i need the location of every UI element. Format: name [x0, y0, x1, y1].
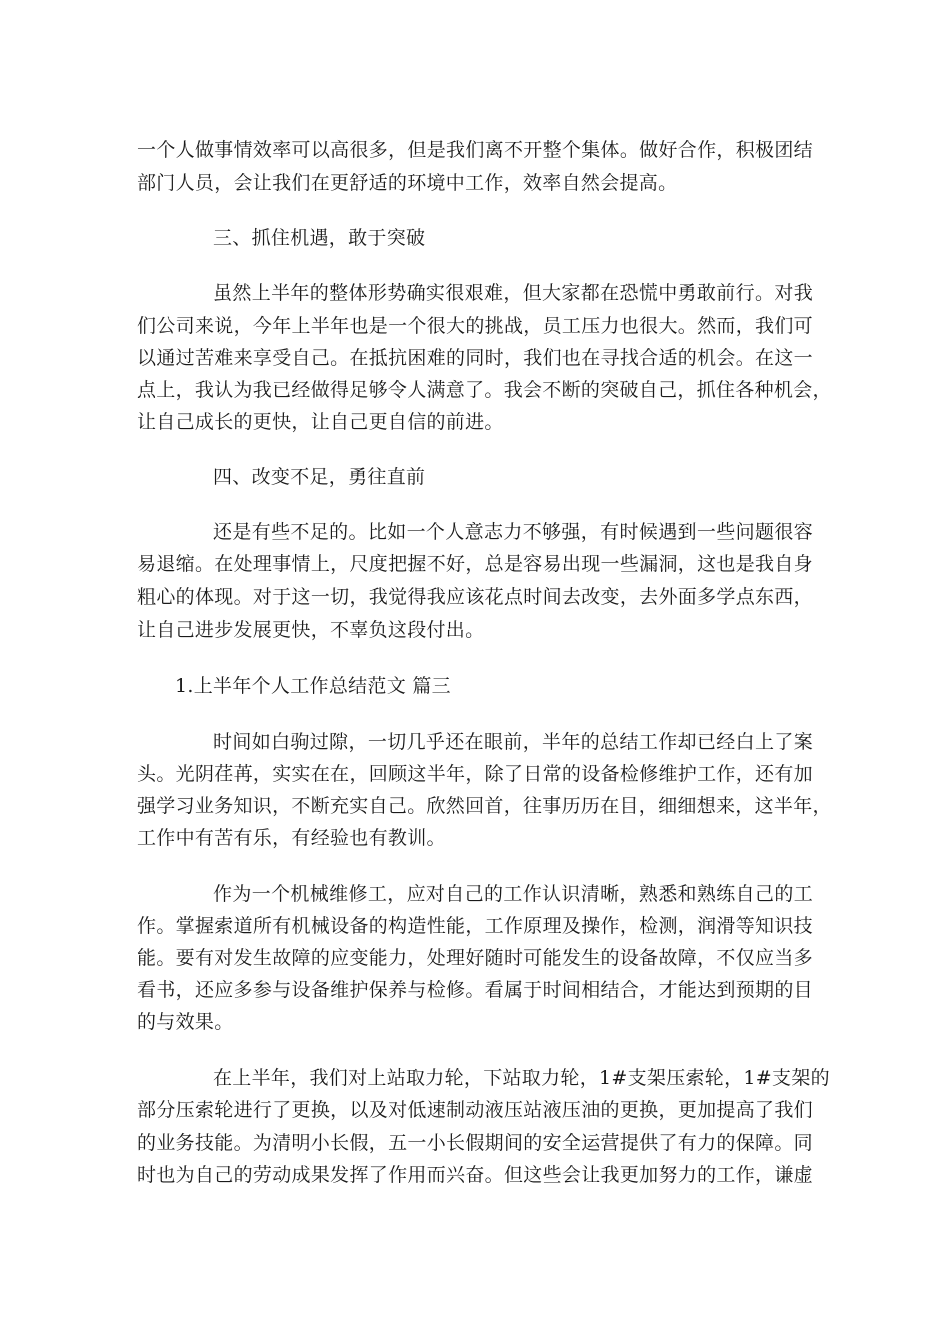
paragraph-line: 以通过苦难来享受自己。在抵抗困难的同时，我们也在寻找合适的机会。在这一 [137, 347, 813, 369]
paragraph-line: 强学习业务知识，不断充实自己。欣然回首，往事历历在目，细细想来，这半年， [137, 795, 832, 817]
paragraph-line: 在上半年，我们对上站取力轮，下站取力轮，1#支架压索轮，1#支架的 [213, 1067, 830, 1089]
paragraph-line: 部门人员，会让我们在更舒适的环境中工作，效率自然会提高。 [137, 172, 678, 194]
paragraph-line: 看书，还应多参与设备维护保养与检修。看属于时间相结合，才能达到预期的目 [137, 979, 813, 1001]
paragraph-line: 们公司来说，今年上半年也是一个很大的挑战，员工压力也很大。然而，我们可 [137, 315, 813, 337]
paragraph-line: 作为一个机械维修工，应对自己的工作认识清晰，熟悉和熟练自己的工 [213, 883, 813, 905]
paragraph-line: 虽然上半年的整体形势确实很艰难，但大家都在恐慌中勇敢前行。对我 [213, 282, 813, 304]
paragraph-line: 时也为自己的劳动成果发挥了作用而兴奋。但这些会让我更加努力的工作，谦虚 [137, 1164, 813, 1186]
section-heading: 四、改变不足，勇往直前 [213, 466, 426, 488]
paragraph-line: 让自己成长的更快，让自己更自信的前进。 [137, 411, 504, 433]
paragraph-line: 粗心的体现。对于这一切，我觉得我应该花点时间去改变，去外面多学点东西， [137, 586, 813, 608]
paragraph-line: 工作中有苦有乐，有经验也有教训。 [137, 827, 446, 849]
paragraph-line: 部分压索轮进行了更换，以及对低速制动液压站液压油的更换，更加提高了我们 [137, 1099, 813, 1121]
paragraph-line: 头。光阴荏苒，实实在在，回顾这半年，除了日常的设备检修维护工作，还有加 [137, 763, 813, 785]
paragraph-line: 的业务技能。为清明小长假，五一小长假期间的安全运营提供了有力的保障。同 [137, 1132, 813, 1154]
paragraph-line: 一个人做事情效率可以高很多，但是我们离不开整个集体。做好合作，积极团结 [137, 139, 813, 161]
paragraph-line: 的与效果。 [137, 1011, 234, 1033]
paragraph-line: 还是有些不足的。比如一个人意志力不够强，有时候遇到一些问题很容 [213, 521, 813, 543]
paragraph-line: 让自己进步发展更快，不辜负这段付出。 [137, 619, 485, 641]
section-heading: 三、抓住机遇，敢于突破 [213, 227, 426, 249]
paragraph-line: 能。要有对发生故障的应变能力，处理好随时可能发生的设备故障，不仅应当多 [137, 947, 813, 969]
paragraph-line: 作。掌握索道所有机械设备的构造性能，工作原理及操作，检测，润滑等知识技 [137, 915, 813, 937]
article-title: 1.上半年个人工作总结范文 篇三 [175, 675, 451, 697]
paragraph-line: 点上，我认为我已经做得足够令人满意了。我会不断的突破自己，抓住各种机会， [137, 379, 832, 401]
paragraph-line: 易退缩。在处理事情上，尺度把握不好，总是容易出现一些漏洞，这也是我自身 [137, 553, 813, 575]
paragraph-line: 时间如白驹过隙，一切几乎还在眼前，半年的总结工作却已经白上了案 [213, 731, 813, 753]
